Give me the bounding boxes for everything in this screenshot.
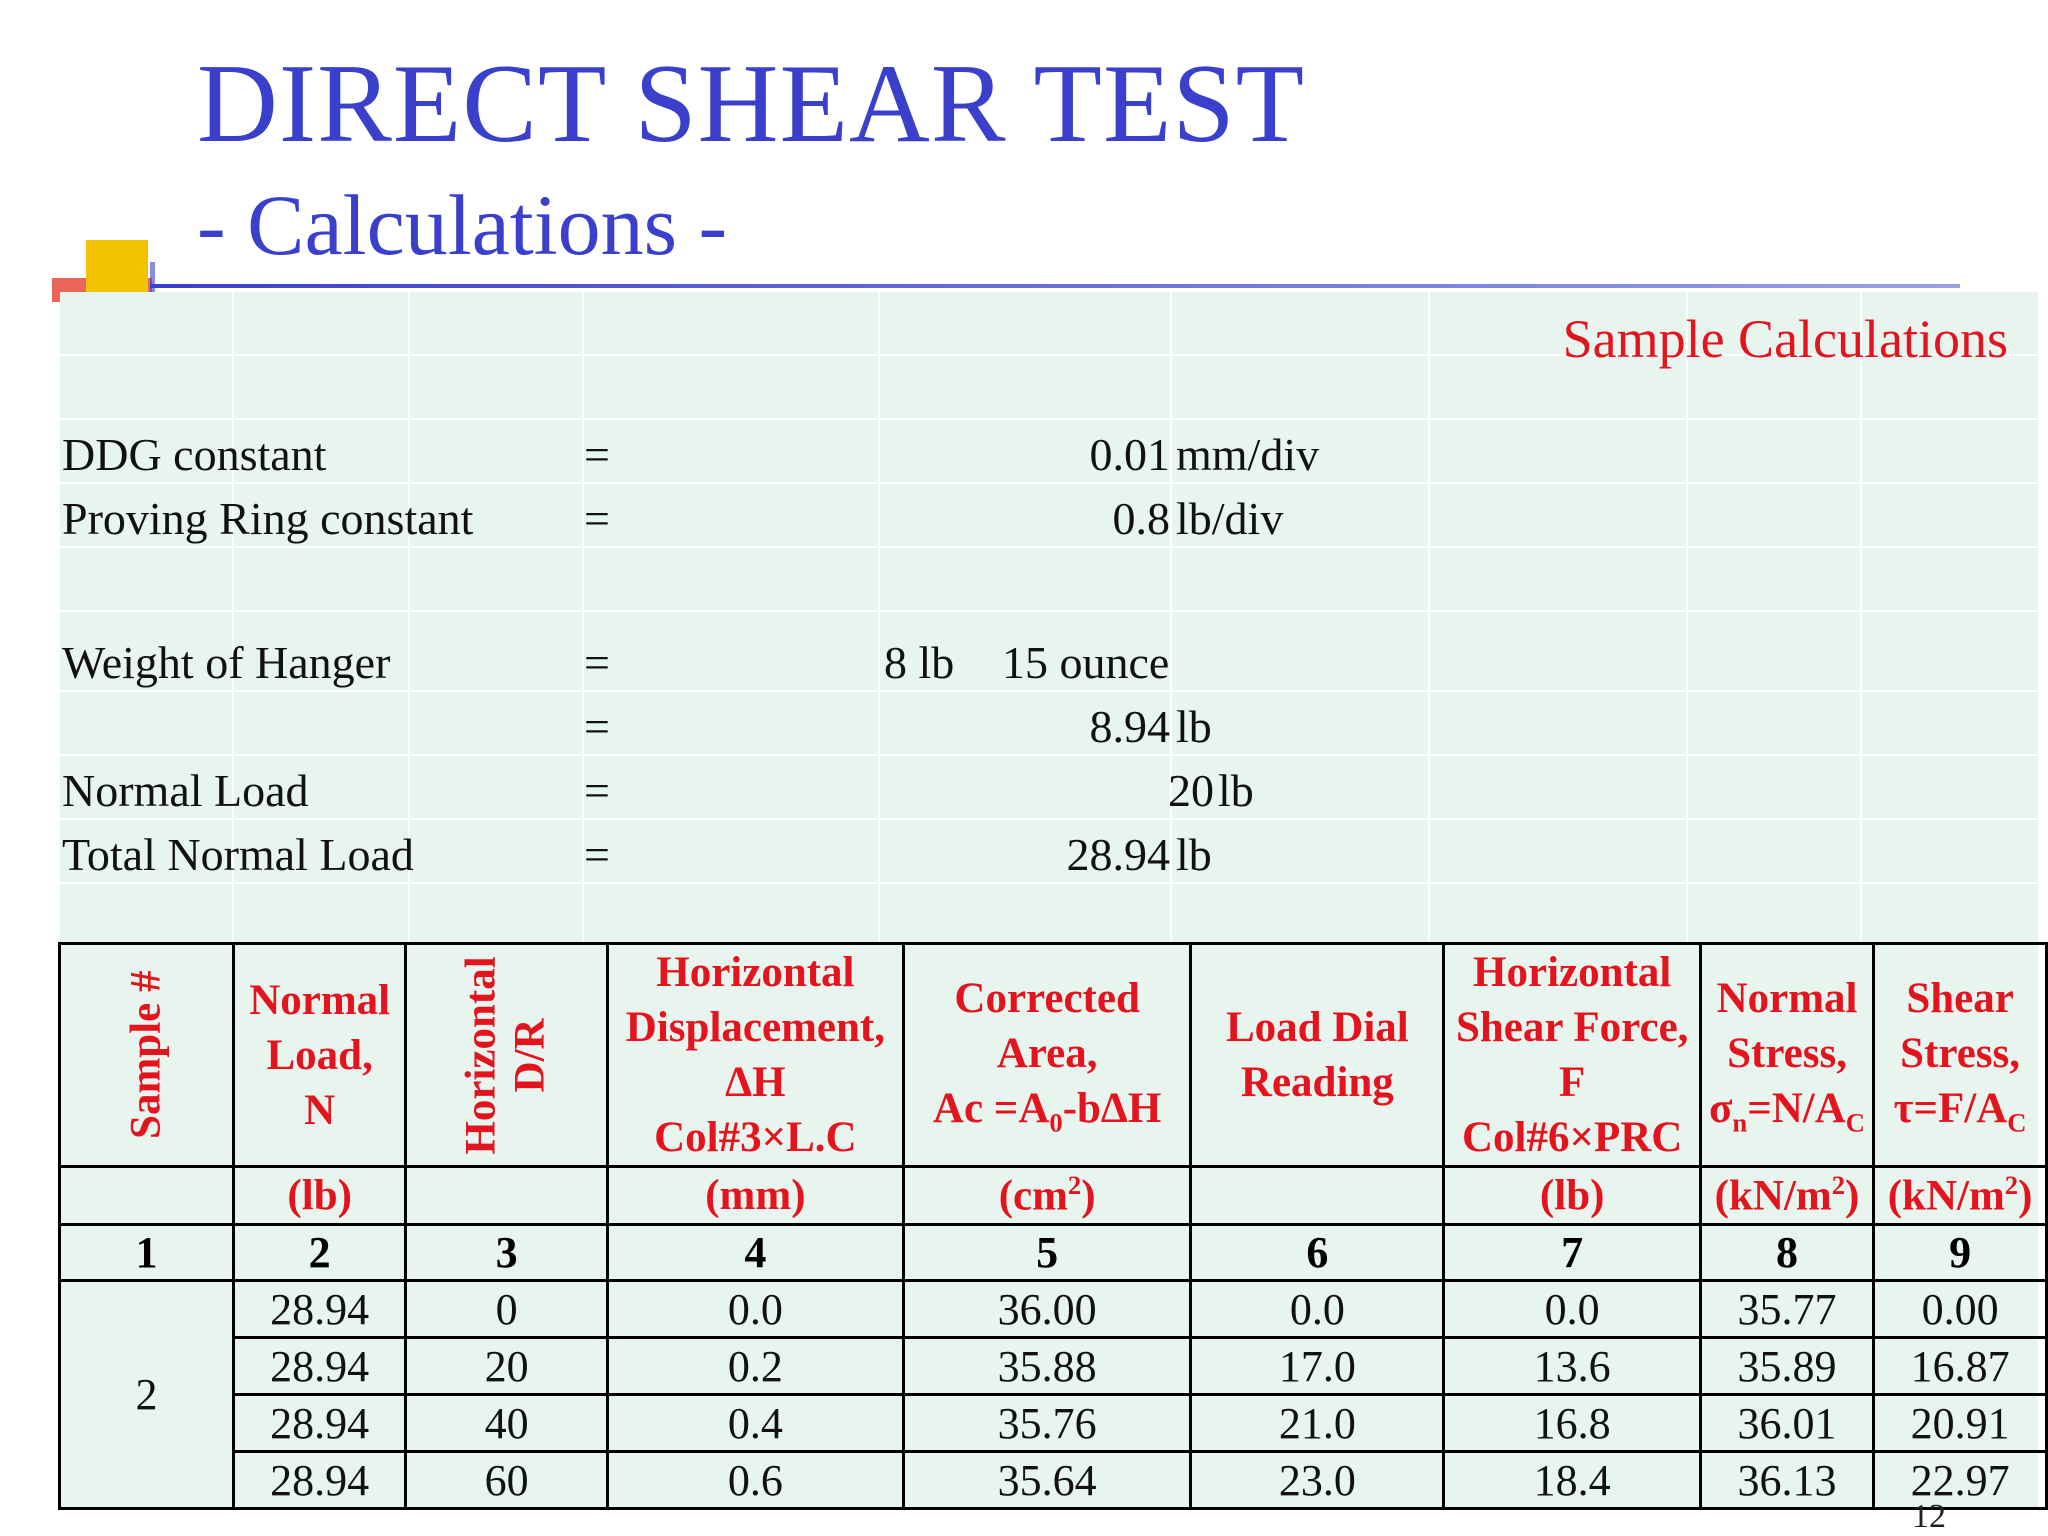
table-cell: 20.91 [1874, 1395, 2047, 1452]
table-cell: 36.01 [1700, 1395, 1873, 1452]
header-normal-stress: Normal Stress, $\sigma_n=N/A_C$ [1700, 944, 1873, 1167]
table-cell: 36.13 [1700, 1452, 1873, 1509]
equals-sign: = [584, 637, 610, 688]
constant-value: 0.8 [1112, 493, 1170, 544]
table-cell: 28.94 [233, 1338, 406, 1395]
slide-title: DIRECT SHEAR TEST [197, 42, 1306, 166]
grid-line [60, 482, 2038, 484]
constant-value: 20 [1168, 765, 1214, 816]
grid-line [60, 690, 2038, 692]
table-cell: 0.0 [607, 1281, 903, 1338]
column-number: 4 [607, 1225, 903, 1281]
grid-line [1170, 292, 1172, 942]
column-number: 1 [60, 1225, 234, 1281]
header-corrected-area: Corrected Area, $Ac =A_0$-bΔH [904, 944, 1191, 1167]
constant-value: 0.01 [1089, 429, 1170, 480]
table-cell: 35.89 [1700, 1338, 1873, 1395]
constant-label: Proving Ring constant [62, 493, 474, 544]
table-cell: 0.2 [607, 1338, 903, 1395]
constant-label: DDG constant [62, 429, 327, 480]
unit-cell [1191, 1167, 1444, 1225]
constant-label: Weight of Hanger [62, 637, 391, 688]
grid-line [60, 882, 2038, 884]
unit-cell: (lb) [233, 1167, 406, 1225]
equals-sign: = [584, 493, 610, 544]
table-row [60, 1452, 2047, 1509]
column-number: 2 [233, 1225, 406, 1281]
unit-cell [60, 1167, 234, 1225]
header-horizontal-shear-force: Horizontal Shear Force, F Col#6×PRC [1444, 944, 1700, 1167]
table-cell: 18.4 [1444, 1452, 1700, 1509]
table-cell: 35.64 [904, 1452, 1191, 1509]
table-cell: 0.0 [1444, 1281, 1700, 1338]
column-number: 5 [904, 1225, 1191, 1281]
table-cell: 0.4 [607, 1395, 903, 1452]
table-cell: 35.88 [904, 1338, 1191, 1395]
table-column-number-row [60, 1225, 2047, 1281]
grid-line [60, 418, 2038, 420]
table-cell: 0.0 [1191, 1281, 1444, 1338]
sample-id-cell: 2 [60, 1281, 234, 1509]
table-cell: 28.94 [233, 1395, 406, 1452]
slide-subtitle: - Calculations - [197, 177, 728, 273]
table-header-row [60, 944, 2047, 1167]
column-number: 9 [1874, 1225, 2047, 1281]
header-shear-stress: Shear Stress, $\tau=F/A_C$ [1874, 944, 2047, 1167]
table-cell: 0.6 [607, 1452, 903, 1509]
unit-cell: (lb) [1444, 1167, 1700, 1225]
constant-unit: mm/div [1176, 429, 1320, 480]
table-row [60, 1395, 2047, 1452]
grid-line [60, 546, 2038, 548]
table-cell: 35.77 [1700, 1281, 1873, 1338]
table-cell: 16.87 [1874, 1338, 2047, 1395]
sample-calculations-label: Sample Calculations [1562, 309, 2008, 369]
column-number: 6 [1191, 1225, 1444, 1281]
equals-sign: = [584, 765, 610, 816]
title-underline [150, 284, 1960, 288]
unit-cell: (mm) [607, 1167, 903, 1225]
table-cell: 22.97 [1874, 1452, 2047, 1509]
constant-unit: lb/div [1176, 493, 1284, 544]
equals-sign: = [584, 829, 610, 880]
table-cell: 16.8 [1444, 1395, 1700, 1452]
constant-unit: lb [1176, 701, 1212, 752]
equals-sign: = [584, 701, 610, 752]
table-cell: 23.0 [1191, 1452, 1444, 1509]
unit-cell [406, 1167, 607, 1225]
grid-line [1428, 292, 1430, 942]
table-cell: 0.00 [1874, 1281, 2047, 1338]
header-horizontal-dr: Horizontal D/R [406, 944, 607, 1167]
unit-cell: $(kN/m^2)$ [1700, 1167, 1873, 1225]
table-row [60, 1281, 2047, 1338]
grid-line [60, 610, 2038, 612]
grid-line [60, 818, 2038, 820]
equals-sign: = [584, 429, 610, 480]
constant-value: 8 lb [884, 637, 955, 688]
table-cell: 13.6 [1444, 1338, 1700, 1395]
header-normal-load: Normal Load, N [233, 944, 406, 1167]
shear-test-table [58, 942, 2048, 1510]
table-cell: 60 [406, 1452, 607, 1509]
table-cell: 28.94 [233, 1281, 406, 1338]
table-row [60, 1338, 2047, 1395]
table-cell: 17.0 [1191, 1338, 1444, 1395]
table-cell: 21.0 [1191, 1395, 1444, 1452]
header-horizontal-displacement: Horizontal Displacement, ΔH Col#3×L.C [607, 944, 903, 1167]
constant-unit: lb [1218, 765, 1254, 816]
constant-unit: 15 ounce [1002, 637, 1170, 688]
constant-label: Total Normal Load [62, 829, 414, 880]
table-cell: 28.94 [233, 1452, 406, 1509]
header-load-dial-reading: Load Dial Reading [1191, 944, 1444, 1167]
unit-cell: $(kN/m^2)$ [1874, 1167, 2047, 1225]
page-number: 12 [1912, 1498, 1946, 1535]
column-number: 8 [1700, 1225, 1873, 1281]
constant-label: Normal Load [62, 765, 309, 816]
table-cell: 0 [406, 1281, 607, 1338]
unit-cell: $(cm^2)$ [904, 1167, 1191, 1225]
grid-line [60, 754, 2038, 756]
table-cell: 40 [406, 1395, 607, 1452]
grid-line [1686, 292, 1688, 942]
table-cell: 36.00 [904, 1281, 1191, 1338]
constant-value: 8.94 [1089, 701, 1170, 752]
table-units-row [60, 1167, 2047, 1225]
constant-value: 28.94 [1066, 829, 1170, 880]
column-number: 7 [1444, 1225, 1700, 1281]
column-number: 3 [406, 1225, 607, 1281]
table-cell: 20 [406, 1338, 607, 1395]
grid-line [878, 292, 880, 942]
constant-unit: lb [1176, 829, 1212, 880]
header-sample: Sample # [60, 944, 234, 1167]
grid-line [1860, 292, 1862, 942]
table-cell: 35.76 [904, 1395, 1191, 1452]
